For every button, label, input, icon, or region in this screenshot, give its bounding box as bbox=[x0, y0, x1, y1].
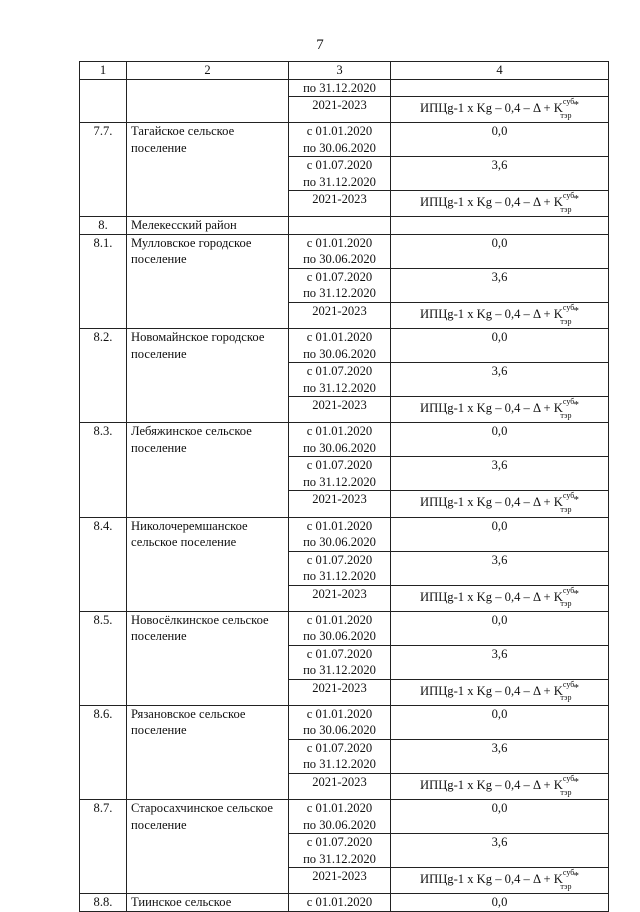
period-cell: 2021-2023 bbox=[289, 397, 391, 423]
period-to: по 31.12.2020 bbox=[303, 174, 376, 189]
value-cell: 0,0 bbox=[391, 517, 609, 551]
period-cell bbox=[289, 551, 391, 585]
formula-superscript: суб bbox=[562, 585, 575, 595]
period-to: по 31.12.2020 bbox=[303, 286, 376, 301]
value-cell: 0,0 bbox=[391, 423, 609, 457]
period-cell bbox=[289, 800, 391, 834]
table-row bbox=[80, 217, 609, 235]
formula-subscript: тэр bbox=[560, 693, 572, 703]
period-to: по 30.06.2020 bbox=[303, 346, 376, 361]
period-from: с 01.07.2020 bbox=[306, 835, 373, 850]
row-number: 8.8. bbox=[80, 894, 127, 912]
table-row bbox=[80, 423, 609, 457]
value-cell: 0,0 bbox=[391, 611, 609, 645]
value-cell: 3,6 bbox=[391, 834, 609, 868]
period-to: по 30.06.2020 bbox=[303, 629, 376, 644]
period-cell: по 31.12.2020 bbox=[289, 79, 391, 97]
table-row bbox=[80, 123, 609, 157]
table-row bbox=[80, 611, 609, 645]
formula-cell bbox=[391, 491, 609, 517]
formula-cell bbox=[391, 397, 609, 423]
formula-cell bbox=[391, 868, 609, 894]
municipality-name: Лебяжинское сельское поселение bbox=[127, 423, 289, 517]
period-cell bbox=[289, 834, 391, 868]
period-cell bbox=[289, 611, 391, 645]
municipality-name: Новосёлкинское сельское поселение bbox=[127, 611, 289, 705]
value-cell: 0,0 bbox=[391, 123, 609, 157]
period-from: с 01.01.2020 bbox=[306, 801, 373, 816]
period-to: по 31.12.2020 bbox=[303, 569, 376, 584]
page-number: 7 bbox=[316, 37, 324, 53]
period-cell bbox=[289, 363, 391, 397]
table-row bbox=[80, 800, 609, 834]
row-number: 8.7. bbox=[80, 800, 127, 894]
table-row bbox=[80, 234, 609, 268]
period-to: по 30.06.2020 bbox=[303, 440, 376, 455]
tariff-table bbox=[79, 61, 609, 912]
period-from: с 01.07.2020 bbox=[306, 552, 373, 567]
table-row bbox=[80, 705, 609, 739]
formula-asterisk: * bbox=[573, 681, 579, 694]
header-row bbox=[80, 62, 609, 80]
period-cell bbox=[289, 234, 391, 268]
formula-text: ИПЦg-1 x Kg – 0,4 – Δ + K bbox=[420, 401, 563, 416]
formula-text: ИПЦg-1 x Kg – 0,4 – Δ + K bbox=[420, 307, 563, 322]
period-cell bbox=[289, 645, 391, 679]
municipality-name: Рязановское сельское поселение bbox=[127, 705, 289, 799]
municipality-name: Николочеремшанское сельское поселение bbox=[127, 517, 289, 611]
value-cell bbox=[391, 217, 609, 235]
period-from: с 01.01.2020 bbox=[306, 235, 373, 250]
formula-text: ИПЦg-1 x Kg – 0,4 – Δ + K bbox=[420, 495, 563, 510]
period-from: с 01.01.2020 bbox=[306, 518, 373, 533]
period-cell: 2021-2023 bbox=[289, 97, 391, 123]
table-row bbox=[80, 329, 609, 363]
period-cell: 2021-2023 bbox=[289, 585, 391, 611]
period-cell bbox=[289, 423, 391, 457]
row-number: 8.6. bbox=[80, 705, 127, 799]
period-cell bbox=[289, 157, 391, 191]
period-from: с 01.01.2020 bbox=[306, 612, 373, 627]
period-cell bbox=[289, 217, 391, 235]
table-row bbox=[80, 517, 609, 551]
value-cell: 3,6 bbox=[391, 457, 609, 491]
formula-asterisk: * bbox=[573, 776, 579, 789]
formula-subscript: тэр bbox=[560, 881, 572, 891]
value-cell: 0,0 bbox=[391, 800, 609, 834]
formula-text: ИПЦg-1 x Kg – 0,4 – Δ + K bbox=[420, 872, 563, 887]
period-from: с 01.07.2020 bbox=[306, 269, 373, 284]
period-to: по 30.06.2020 bbox=[303, 817, 376, 832]
municipality-name: Мулловское городское поселение bbox=[127, 234, 289, 328]
formula-superscript: суб bbox=[562, 679, 575, 689]
row-number bbox=[80, 79, 127, 123]
municipality-name: Новомайнское городское поселение bbox=[127, 329, 289, 423]
period-from: с 01.01.2020 bbox=[306, 330, 373, 345]
period-cell: с 01.01.2020 bbox=[289, 894, 391, 912]
period-from: с 01.07.2020 bbox=[306, 458, 373, 473]
municipality-name: Старосахчинское сельское поселение bbox=[127, 800, 289, 894]
row-number: 8. bbox=[80, 217, 127, 235]
period-cell bbox=[289, 457, 391, 491]
formula-text: ИПЦg-1 x Kg – 0,4 – Δ + K bbox=[420, 778, 563, 793]
formula-superscript: суб bbox=[562, 491, 575, 501]
period-from: с 01.07.2020 bbox=[306, 364, 373, 379]
row-number: 8.3. bbox=[80, 423, 127, 517]
period-from: с 01.01.2020 bbox=[306, 124, 373, 139]
period-to: по 31.12.2020 bbox=[303, 663, 376, 678]
value-cell: 0,0 bbox=[391, 705, 609, 739]
formula-subscript: тэр bbox=[560, 787, 572, 797]
value-cell bbox=[391, 79, 609, 97]
formula-asterisk: * bbox=[573, 305, 579, 318]
formula-text: ИПЦg-1 x Kg – 0,4 – Δ + K bbox=[420, 683, 563, 698]
municipality-name: Тагайское сельское поселение bbox=[127, 123, 289, 217]
formula-subscript: тэр bbox=[560, 410, 572, 420]
column-header-2: 2 bbox=[127, 62, 289, 80]
value-cell: 3,6 bbox=[391, 739, 609, 773]
period-cell: 2021-2023 bbox=[289, 191, 391, 217]
row-number: 8.4. bbox=[80, 517, 127, 611]
formula-cell bbox=[391, 773, 609, 799]
period-from: с 01.01.2020 bbox=[306, 706, 373, 721]
period-to: по 30.06.2020 bbox=[303, 140, 376, 155]
formula-superscript: суб bbox=[562, 773, 575, 783]
formula-superscript: суб bbox=[562, 97, 575, 106]
formula-asterisk: * bbox=[573, 399, 579, 412]
formula-subscript: тэр bbox=[560, 204, 572, 214]
period-cell: 2021-2023 bbox=[289, 491, 391, 517]
period-to: по 31.12.2020 bbox=[303, 851, 376, 866]
row-number: 7.7. bbox=[80, 123, 127, 217]
column-header-4: 4 bbox=[391, 62, 609, 80]
period-to: по 30.06.2020 bbox=[303, 723, 376, 738]
value-cell: 3,6 bbox=[391, 363, 609, 397]
value-cell: 3,6 bbox=[391, 268, 609, 302]
district-name: Мелекесский район bbox=[127, 217, 289, 235]
formula-subscript: тэр bbox=[560, 110, 572, 120]
formula-superscript: суб bbox=[562, 868, 575, 878]
period-cell bbox=[289, 739, 391, 773]
period-cell bbox=[289, 705, 391, 739]
period-cell bbox=[289, 123, 391, 157]
formula-subscript: тэр bbox=[560, 599, 572, 609]
table-row bbox=[80, 79, 609, 97]
formula-cell bbox=[391, 191, 609, 217]
formula-asterisk: * bbox=[573, 587, 579, 600]
formula-cell bbox=[391, 302, 609, 328]
municipality-name bbox=[127, 79, 289, 123]
municipality-name: Тиинское сельское bbox=[127, 894, 289, 912]
formula-cell bbox=[391, 585, 609, 611]
period-to: по 31.12.2020 bbox=[303, 474, 376, 489]
period-from: с 01.07.2020 bbox=[306, 158, 373, 173]
period-cell: 2021-2023 bbox=[289, 679, 391, 705]
period-from: с 01.01.2020 bbox=[306, 424, 373, 439]
period-to: по 30.06.2020 bbox=[303, 535, 376, 550]
period-cell bbox=[289, 329, 391, 363]
row-number: 8.2. bbox=[80, 329, 127, 423]
period-cell: 2021-2023 bbox=[289, 302, 391, 328]
formula-cell bbox=[391, 679, 609, 705]
value-cell: 3,6 bbox=[391, 551, 609, 585]
value-cell: 0,0 bbox=[391, 894, 609, 912]
formula-text: ИПЦg-1 x Kg – 0,4 – Δ + K bbox=[420, 589, 563, 604]
column-header-3: 3 bbox=[289, 62, 391, 80]
period-from: с 01.07.2020 bbox=[306, 740, 373, 755]
period-cell: 2021-2023 bbox=[289, 773, 391, 799]
value-cell: 3,6 bbox=[391, 645, 609, 679]
period-cell: 2021-2023 bbox=[289, 868, 391, 894]
row-number: 8.5. bbox=[80, 611, 127, 705]
row-number: 8.1. bbox=[80, 234, 127, 328]
formula-asterisk: * bbox=[573, 99, 579, 112]
value-cell: 0,0 bbox=[391, 329, 609, 363]
period-cell bbox=[289, 268, 391, 302]
formula-text: ИПЦg-1 x Kg – 0,4 – Δ + K bbox=[420, 195, 563, 210]
period-cell bbox=[289, 517, 391, 551]
formula-asterisk: * bbox=[573, 193, 579, 206]
period-to: по 31.12.2020 bbox=[303, 380, 376, 395]
value-cell: 0,0 bbox=[391, 234, 609, 268]
formula-cell bbox=[391, 97, 609, 123]
formula-superscript: суб bbox=[562, 397, 575, 407]
column-header-1: 1 bbox=[80, 62, 127, 80]
formula-superscript: суб bbox=[562, 302, 575, 312]
table-row bbox=[80, 894, 609, 912]
formula-superscript: суб bbox=[562, 191, 575, 201]
formula-subscript: тэр bbox=[560, 316, 572, 326]
value-cell: 3,6 bbox=[391, 157, 609, 191]
formula-asterisk: * bbox=[573, 870, 579, 883]
formula-text: ИПЦg-1 x Kg – 0,4 – Δ + K bbox=[420, 101, 563, 116]
period-to: по 30.06.2020 bbox=[303, 252, 376, 267]
formula-subscript: тэр bbox=[560, 505, 572, 515]
formula-asterisk: * bbox=[573, 493, 579, 506]
period-from: с 01.07.2020 bbox=[306, 646, 373, 661]
period-to: по 31.12.2020 bbox=[303, 757, 376, 772]
